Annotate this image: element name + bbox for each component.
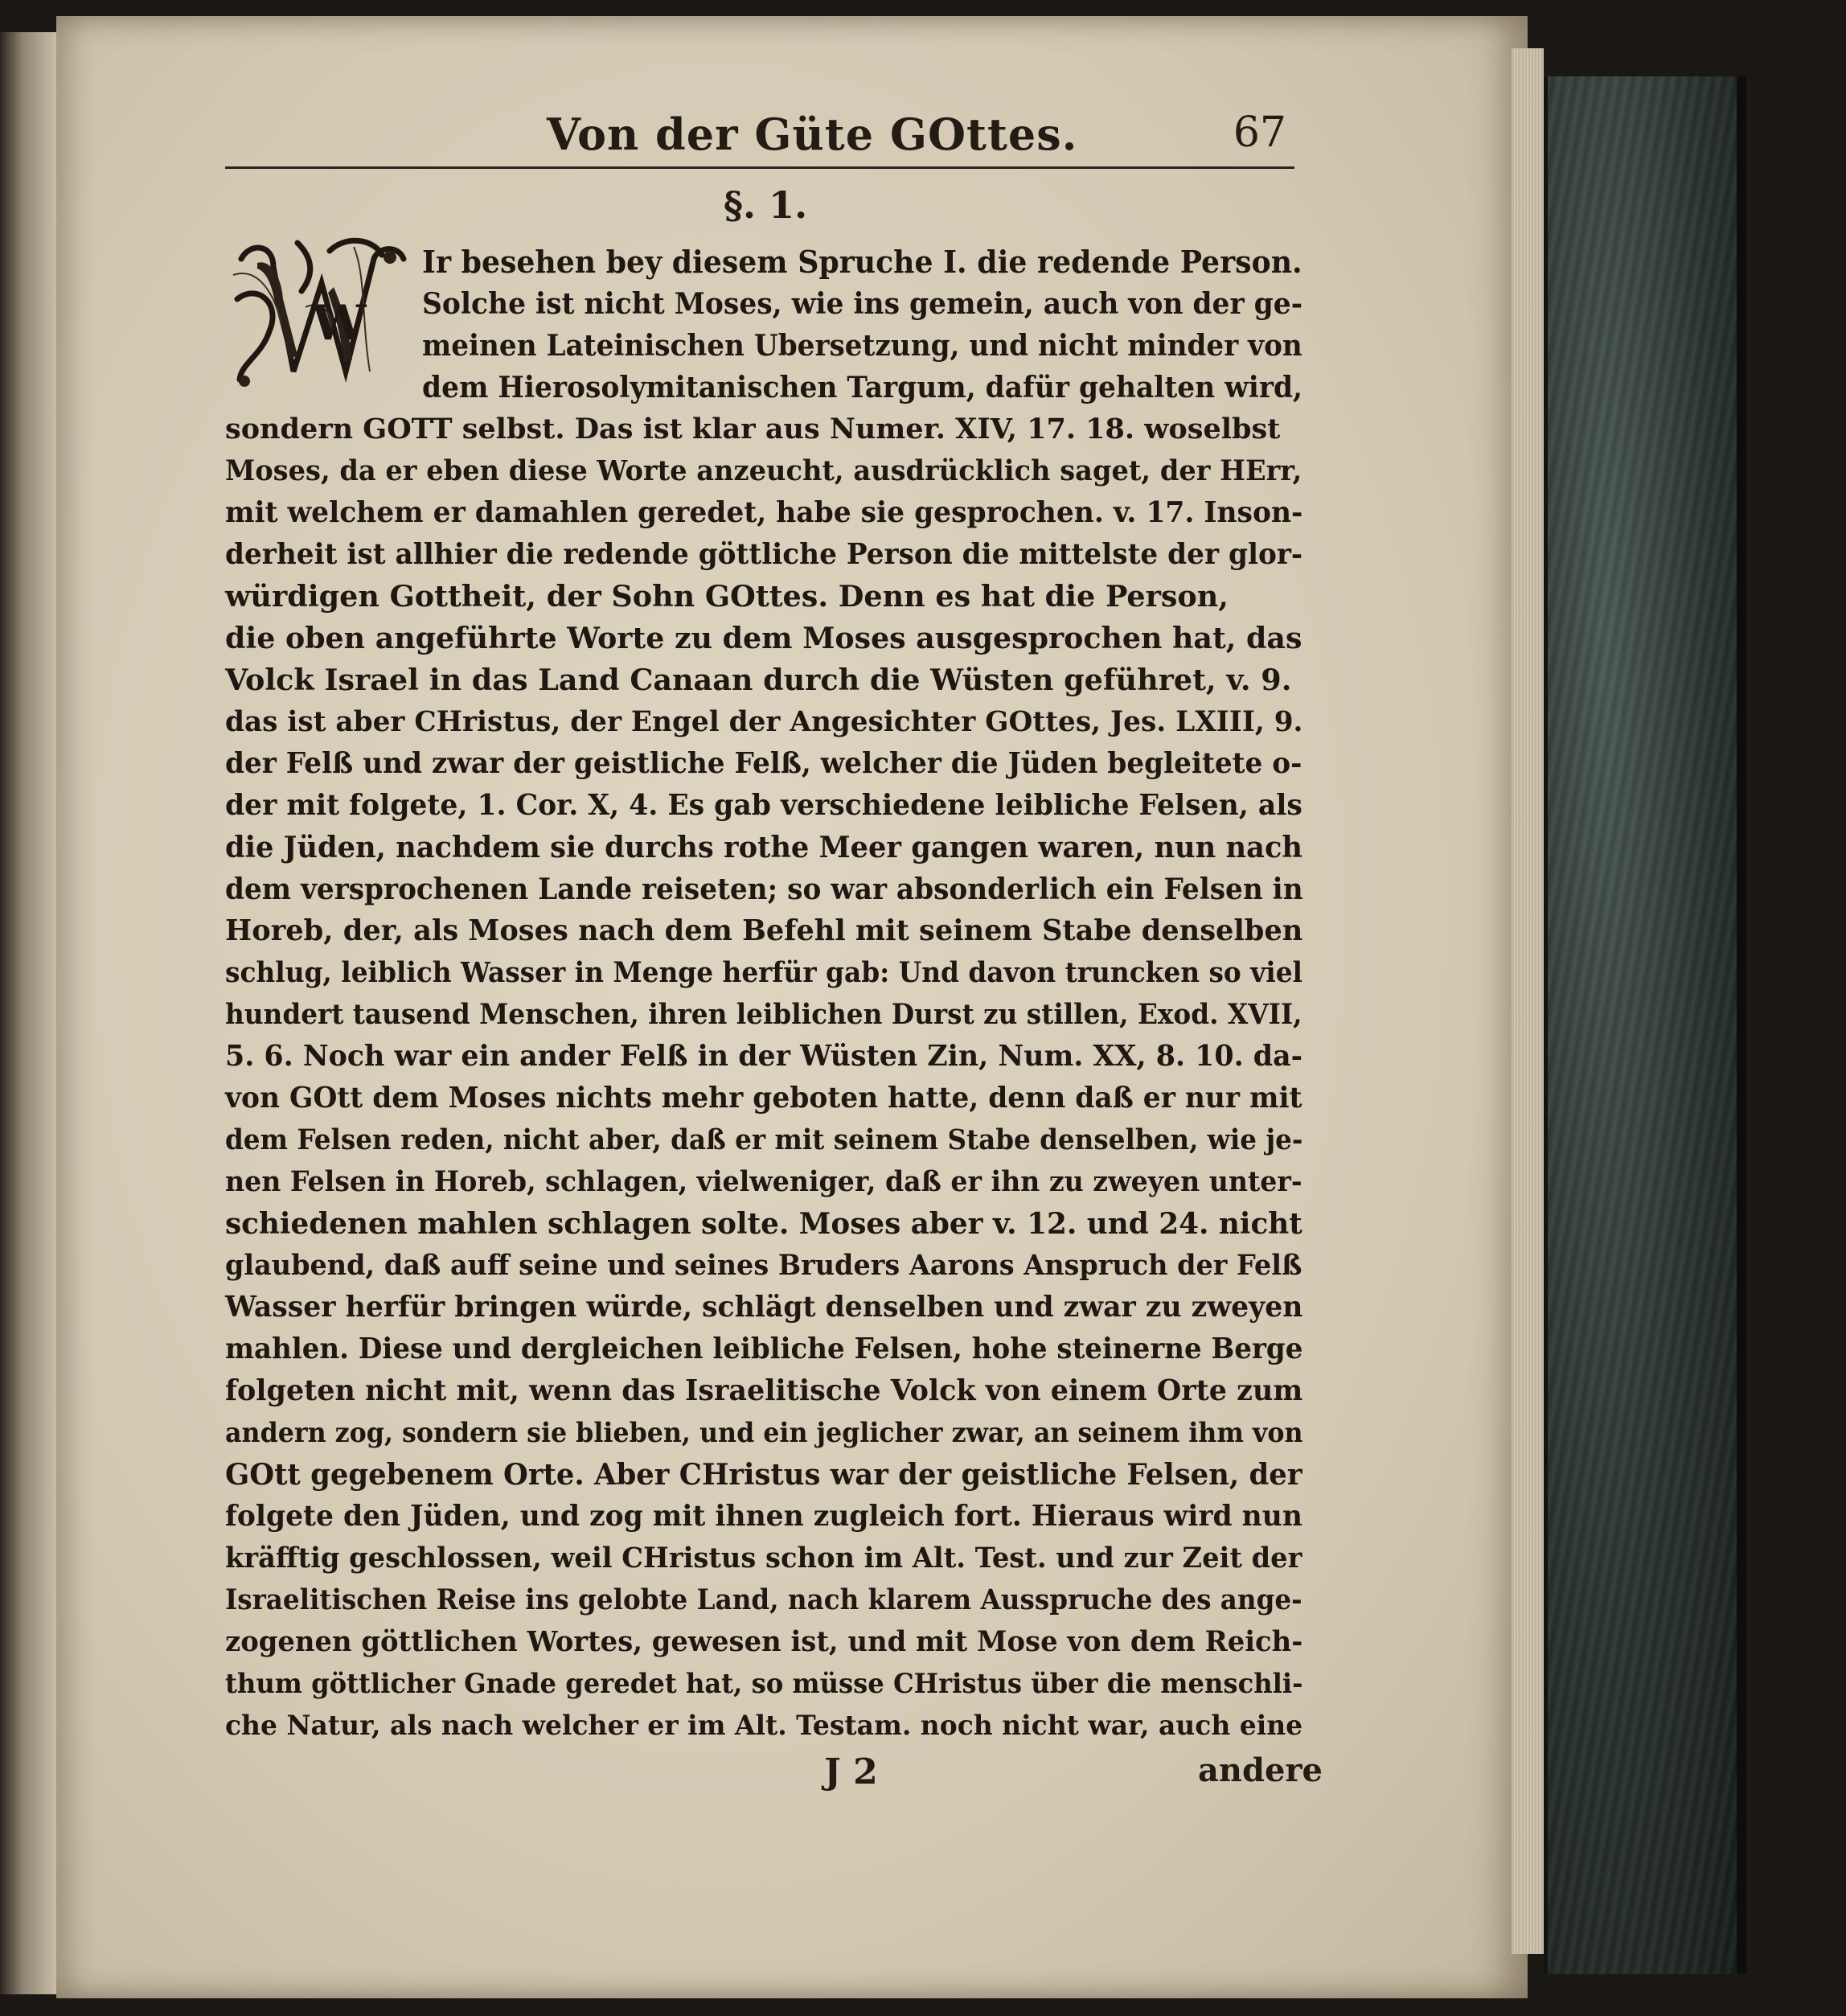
text-line: GOtt gegebenem Orte. Aber CHristus war der geistliche Felsen, der — [225, 1457, 1302, 1492]
signature-mark: J 2 — [824, 1751, 878, 1792]
text-line: kräfftig geschlossen, weil CHristus schon im Alt. Test. und zur Zeit der — [225, 1542, 1302, 1575]
text-line: thum göttlicher Gnade geredet hat, so müsse CHristus über die menschli- — [225, 1668, 1303, 1700]
text-line: Solche ist nicht Moses, wie ins gemein, auch von der ge- — [422, 286, 1303, 321]
text-line: das ist aber CHristus, der Engel der Angesichter GOttes, Jes. LXIII, 9. — [225, 706, 1303, 738]
page-number: 67 — [1233, 109, 1286, 157]
text-line: Wasser herfür bringen würde, schlägt denselben und zwar zu zweyen — [225, 1291, 1303, 1324]
text-line: schlug, leiblich Wasser in Menge herfür gab: Und davon truncken so viel — [225, 957, 1303, 989]
text-line: Horeb, der, als Moses nach dem Befehl mit seinem Stabe denselben — [225, 914, 1303, 947]
text-line: glaubend, daß auff seine und seines Bruders Aarons Anspruch der Felß — [225, 1249, 1302, 1282]
text-line: schiedenen mahlen schlagen solte. Moses aber v. 12. und 24. nicht — [225, 1206, 1302, 1241]
text-line: Israelitischen Reise ins gelobte Land, nach klarem Ausspruche des ange- — [225, 1584, 1302, 1616]
text-line: derheit ist allhier die redende göttliche Person die mittelste der glor- — [225, 538, 1303, 571]
section-mark: §. 1. — [724, 183, 808, 227]
text-line: nen Felsen in Horeb, schlagen, vielweniger, daß er ihn zu zweyen unter- — [225, 1166, 1302, 1198]
text-line: dem versprochenen Lande reiseten; so war absonderlich ein Felsen in — [225, 872, 1303, 906]
text-line: zogenen göttlichen Wortes, gewesen ist, und mit Mose von dem Reich- — [225, 1626, 1303, 1658]
text-line: andern zog, sondern sie blieben, und ein jeglicher zwar, an seinem ihm von — [225, 1417, 1303, 1449]
initial-letter: W — [312, 295, 367, 351]
text-line: che Natur, als nach welcher er im Alt. Testam. noch nicht war, auch eine — [225, 1710, 1303, 1742]
text-line: 5. 6. Noch war ein ander Felß in der Wüsten Zin, Num. XX, 8. 10. da- — [225, 1040, 1303, 1073]
text-line: von GOtt dem Moses nichts mehr geboten hatte, denn daß er nur mit — [225, 1082, 1302, 1115]
text-line: dem Felsen reden, nicht aber, daß er mit seinem Stabe denselben, wie je- — [225, 1124, 1303, 1156]
text-line: würdigen Gottheit, der Sohn GOttes. Denn es hat die Person, — [225, 579, 1229, 614]
running-title: Von der Güte GOttes. — [547, 109, 1078, 160]
text-line: sondern GOTT selbst. Das ist klar aus Numer. XIV, 17. 18. woselbst — [225, 413, 1281, 445]
catchword: andere — [1198, 1751, 1323, 1789]
text-line: hundert tausend Menschen, ihren leiblichen Durst zu stillen, Exod. XVII, — [225, 999, 1302, 1031]
text-line: Moses, da er eben diese Worte anzeucht, ausdrücklich saget, der HErr, — [225, 454, 1302, 487]
text-line: meinen Lateinischen Ubersetzung, und nicht minder von — [422, 328, 1302, 363]
text-line: folgete den Jüden, und zog mit ihnen zugleich fort. Hieraus wird nun — [225, 1500, 1302, 1533]
text-line: Volck Israel in das Land Canaan durch die Wüsten geführet, v. 9. — [225, 663, 1292, 697]
text-line: die Jüden, nachdem sie durchs rothe Meer gangen waren, nun nach — [225, 830, 1303, 864]
text-line: dem Hierosolymitanischen Targum, dafür gehalten wird, — [422, 370, 1303, 404]
text-line: Ir besehen bey diesem Spruche I. die redende Person. — [422, 244, 1302, 280]
text-line: mahlen. Diese und dergleichen leibliche Felsen, hohe steinerne Berge — [225, 1332, 1303, 1365]
text-line: mit welchem er damahlen geredet, habe sie gesprochen. v. 17. Inson- — [225, 496, 1303, 529]
text-line: folgeten nicht mit, wenn das Israelitische Volck von einem Orte zum — [225, 1374, 1303, 1407]
text-line: die oben angeführte Worte zu dem Moses ausgesprochen hat, das — [225, 621, 1302, 655]
text-line: der Felß und zwar der geistliche Felß, welcher die Jüden begleitete o- — [225, 747, 1302, 780]
text-line: der mit folgete, 1. Cor. X, 4. Es gab verschiedene leibliche Felsen, als — [225, 789, 1302, 822]
